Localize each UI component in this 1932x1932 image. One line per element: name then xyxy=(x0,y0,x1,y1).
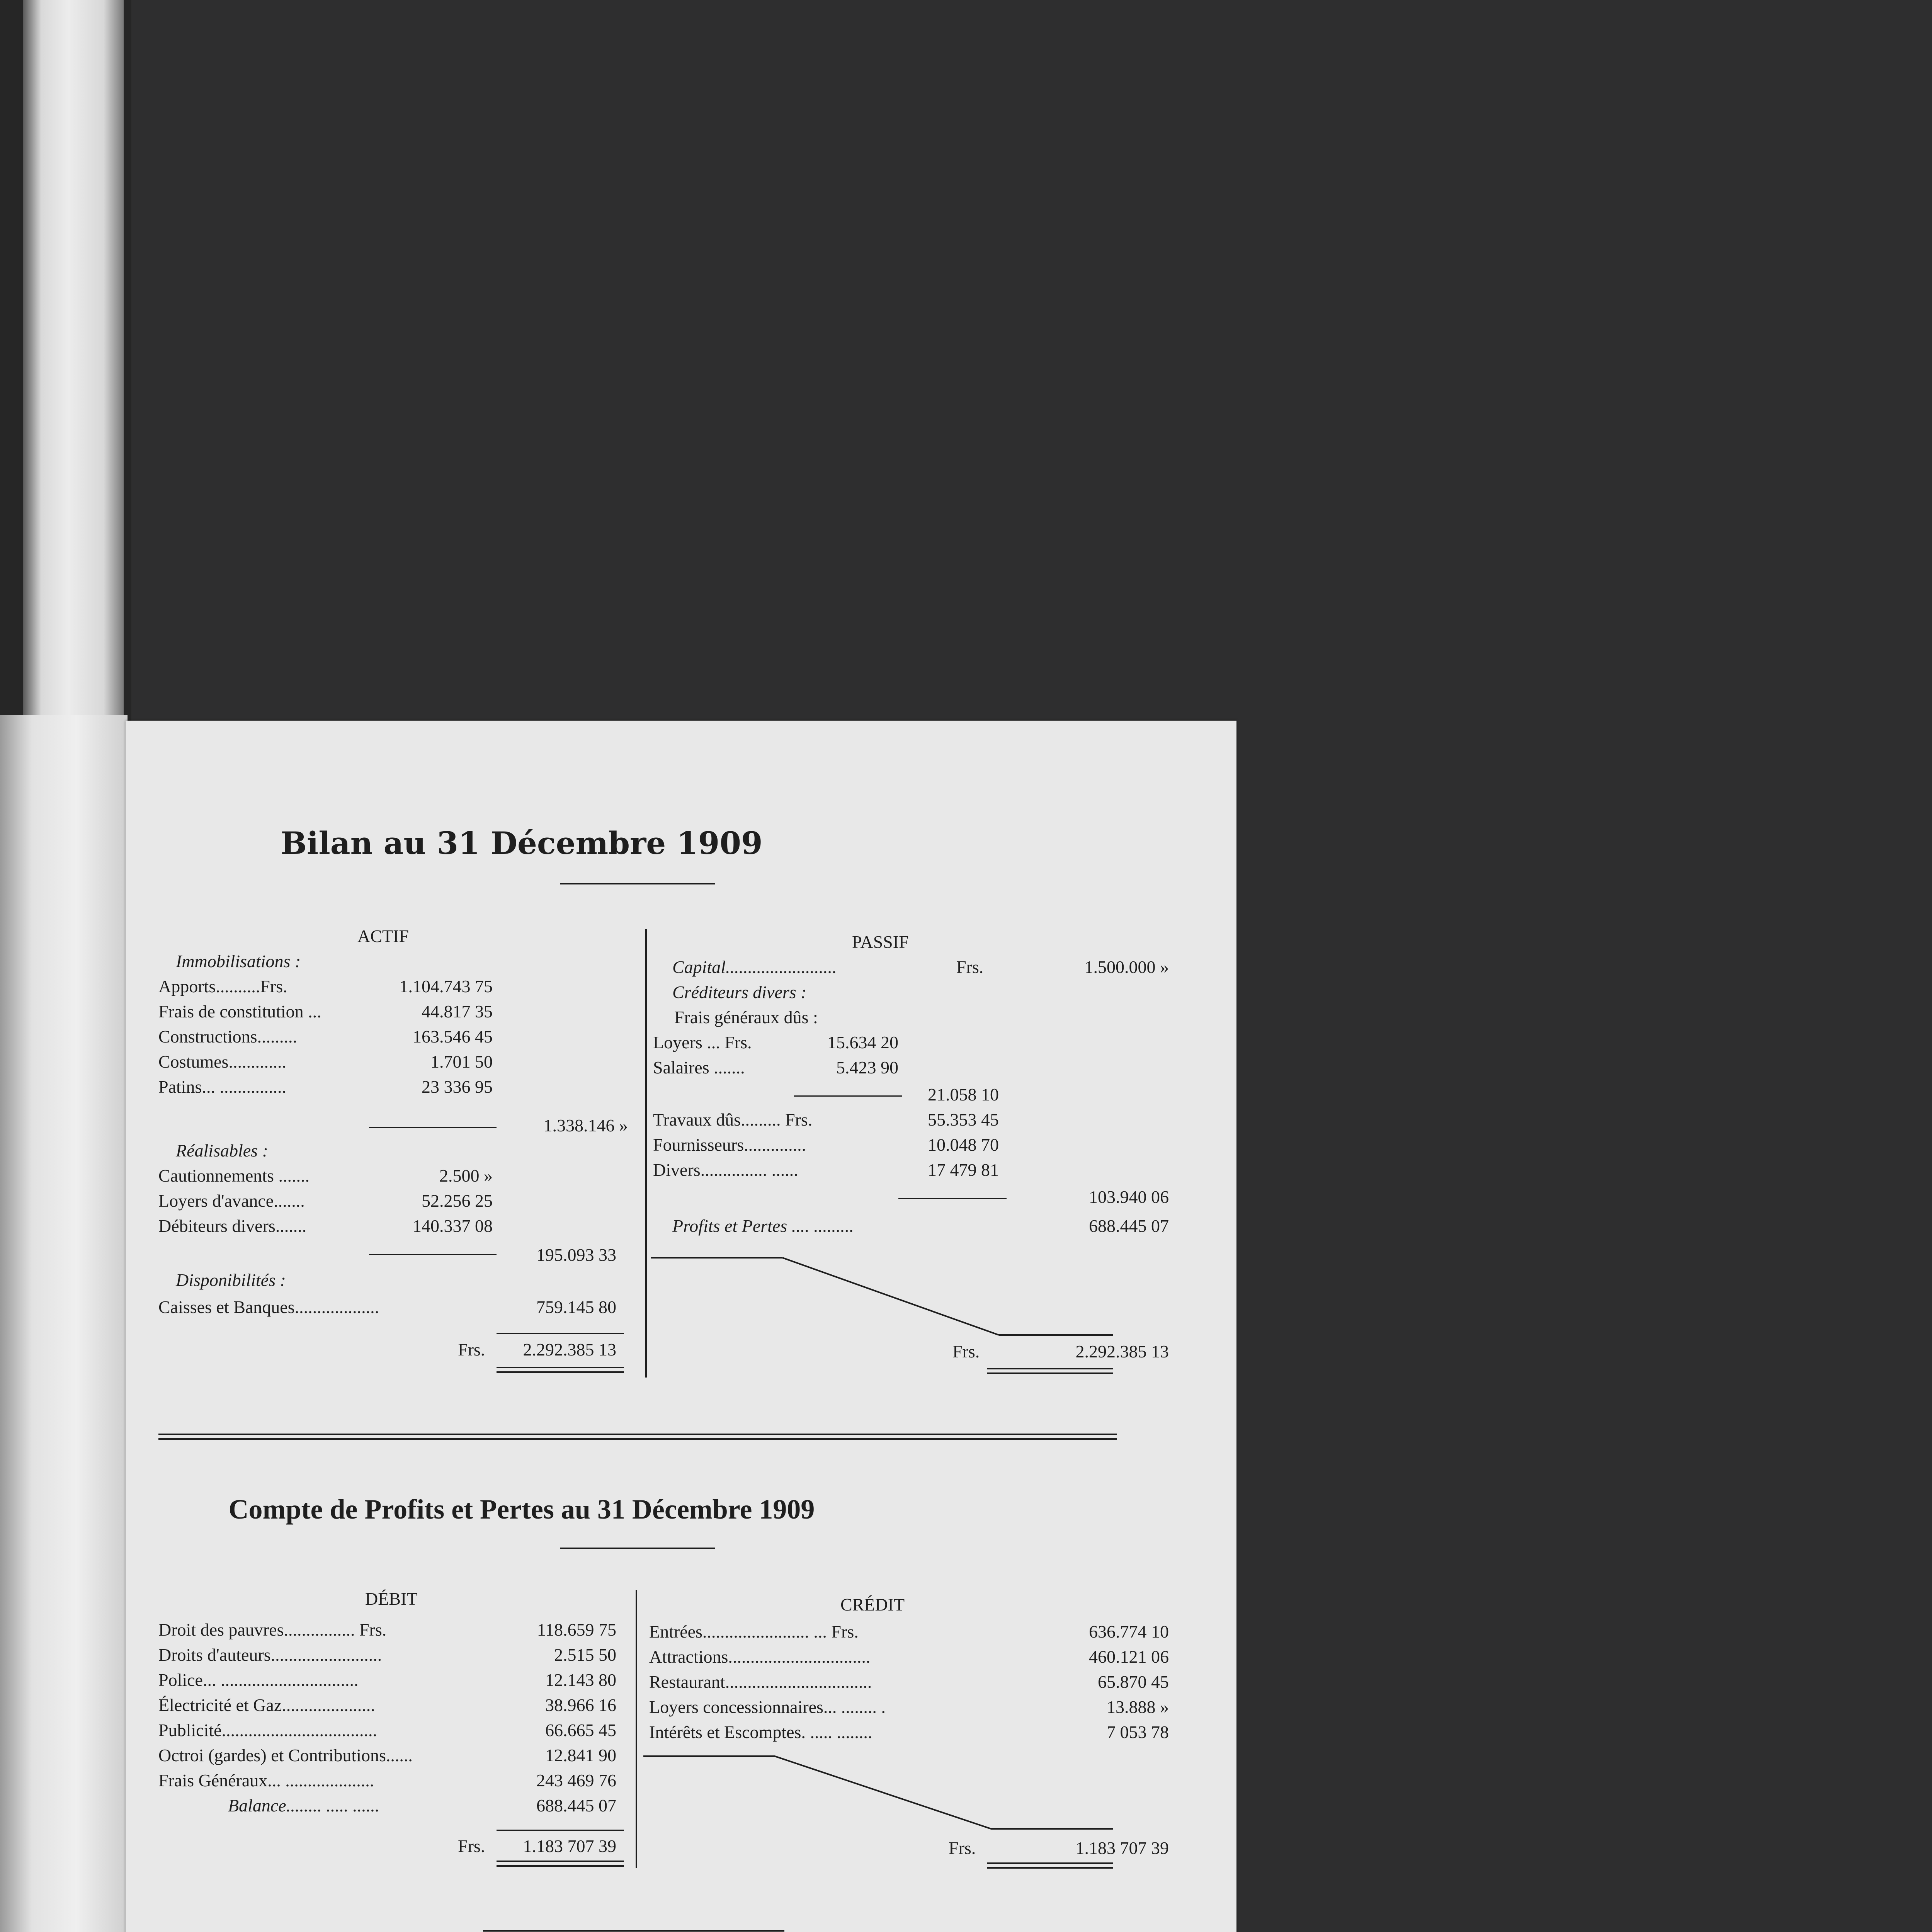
loyers-avance-label: Loyers d'avance....... xyxy=(158,1191,305,1211)
actif-total: 2.292.385 13 xyxy=(523,1340,616,1359)
debit-row-value: 118.659 75 xyxy=(537,1620,616,1639)
ornament-rule xyxy=(483,1930,784,1932)
debit-row-label: Droits d'auteurs......................... xyxy=(158,1645,382,1665)
profits-pertes-value: 688.445 07 xyxy=(1089,1216,1169,1236)
compte-title: Compte de Profits et Pertes au 31 Décembre 1909 xyxy=(228,1494,815,1525)
debiteurs-label: Débiteurs divers....... xyxy=(158,1216,307,1236)
debit-row-value: 243 469 76 xyxy=(536,1770,616,1790)
crediteurs-total: 103.940 06 xyxy=(1089,1187,1169,1207)
disponibilites-label: Disponibilités : xyxy=(176,1270,286,1290)
credit-row-value: 7 053 78 xyxy=(1107,1722,1169,1742)
credit-header: CRÉDIT xyxy=(840,1595,905,1614)
loyers-value: 15.634 20 xyxy=(827,1032,898,1052)
apports-label: Apports..........Frs. xyxy=(158,976,287,996)
loyers-label: Loyers ... Frs. xyxy=(653,1032,752,1052)
patins-label: Patins... ............... xyxy=(158,1077,286,1097)
costumes-value: 1.701 50 xyxy=(430,1052,493,1071)
credit-row-value: 13.888 » xyxy=(1107,1697,1169,1717)
salaires-value: 5.423 90 xyxy=(836,1058,898,1077)
debit-row-label: Frais Généraux... .................... xyxy=(158,1770,374,1790)
capital-frs: Frs. xyxy=(956,957,984,977)
divers-label: Divers............... ...... xyxy=(653,1160,798,1180)
cautionnements-label: Cautionnements ....... xyxy=(158,1166,310,1185)
profits-pertes-label: Profits et Pertes .... ......... xyxy=(672,1216,854,1236)
frais-constitution-label: Frais de constitution ... xyxy=(158,1002,321,1021)
frais-generaux-dus-label: Frais généraux dûs : xyxy=(674,1007,818,1027)
credit-row-label: Intérêts et Escomptes. ..... ........ xyxy=(649,1722,872,1742)
actif-header: ACTIF xyxy=(357,926,409,946)
credit-total-prefix: Frs. xyxy=(949,1838,976,1858)
credit-total: 1.183 707 39 xyxy=(1075,1838,1169,1858)
immobilisations-total: 1.338.146 » xyxy=(543,1116,628,1135)
total-double-rule xyxy=(987,1368,1113,1374)
patins-value: 23 336 95 xyxy=(422,1077,493,1097)
debit-header: DÉBIT xyxy=(365,1589,418,1609)
debit-balance-label: Balance........ ..... ...... xyxy=(228,1796,380,1815)
document-page xyxy=(126,721,1236,1932)
actif-total-prefix: Frs. xyxy=(458,1340,485,1359)
fournisseurs-value: 10.048 70 xyxy=(928,1135,999,1155)
debit-row-value: 38.966 16 xyxy=(545,1695,616,1715)
credit-row-value: 460.121 06 xyxy=(1089,1647,1169,1667)
debiteurs-value: 140.337 08 xyxy=(413,1216,493,1236)
debit-row-value: 12.841 90 xyxy=(545,1745,616,1765)
constructions-label: Constructions......... xyxy=(158,1027,298,1046)
frais-constitution-value: 44.817 35 xyxy=(422,1002,493,1021)
debit-row-label: Police... ............................... xyxy=(158,1670,359,1690)
section-separator xyxy=(158,1434,1117,1440)
caisses-label: Caisses et Banques................... xyxy=(158,1297,379,1317)
debit-row-value: 12.143 80 xyxy=(545,1670,616,1690)
fournisseurs-label: Fournisseurs.............. xyxy=(653,1135,806,1155)
debit-row-value: 2.515 50 xyxy=(554,1645,616,1665)
caisses-value: 759.145 80 xyxy=(536,1297,616,1317)
credit-row-label: Loyers concessionnaires... ........ . xyxy=(649,1697,886,1717)
credit-row-value: 65.870 45 xyxy=(1098,1672,1169,1692)
frais-total: 21.058 10 xyxy=(928,1085,999,1104)
capital-value: 1.500.000 » xyxy=(1084,957,1169,977)
credit-row-label: Restaurant................................. xyxy=(649,1672,872,1692)
debit-row-label: Électricité et Gaz..................... xyxy=(158,1695,375,1715)
debit-row-label: Droit des pauvres................ Frs. xyxy=(158,1620,387,1639)
travaux-label: Travaux dûs......... Frs. xyxy=(653,1110,813,1129)
passif-header: PASSIF xyxy=(852,932,909,952)
immobilisations-label: Immobilisations : xyxy=(176,951,301,971)
realisables-label: Réalisables : xyxy=(176,1141,268,1160)
salaires-label: Salaires ....... xyxy=(653,1058,745,1077)
capital-label: Capital......................... xyxy=(672,957,837,977)
debit-row-label: Octroi (gardes) et Contributions...... xyxy=(158,1745,413,1765)
page-stack-edge-lower xyxy=(0,715,128,1932)
divers-value: 17 479 81 xyxy=(928,1160,999,1180)
credit-row-label: Entrées........................ ... Frs. xyxy=(649,1622,859,1641)
credit-row-label: Attractions................................ xyxy=(649,1647,871,1667)
debit-total: 1.183 707 39 xyxy=(523,1836,616,1856)
debit-total-prefix: Frs. xyxy=(458,1836,485,1856)
costumes-label: Costumes............. xyxy=(158,1052,286,1071)
bilan-title: Bilan au 31 Décembre 1909 xyxy=(281,825,763,861)
realisables-total: 195.093 33 xyxy=(536,1245,616,1265)
constructions-value: 163.546 45 xyxy=(413,1027,493,1046)
cautionnements-value: 2.500 » xyxy=(439,1166,493,1185)
debit-row-value: 66.665 45 xyxy=(545,1720,616,1740)
credit-row-value: 636.774 10 xyxy=(1089,1622,1169,1641)
debit-balance-value: 688.445 07 xyxy=(536,1796,616,1815)
passif-total: 2.292.385 13 xyxy=(1075,1342,1169,1361)
crediteurs-label: Créditeurs divers : xyxy=(672,982,807,1002)
debit-row-label: Publicité................................... xyxy=(158,1720,378,1740)
travaux-value: 55.353 45 xyxy=(928,1110,999,1129)
apports-value: 1.104.743 75 xyxy=(399,976,493,996)
title-rule xyxy=(560,1548,715,1549)
total-double-rule xyxy=(987,1862,1113,1869)
passif-total-prefix: Frs. xyxy=(952,1342,980,1361)
balance-diagonal-rule xyxy=(126,721,1236,1493)
loyers-avance-value: 52.256 25 xyxy=(422,1191,493,1211)
